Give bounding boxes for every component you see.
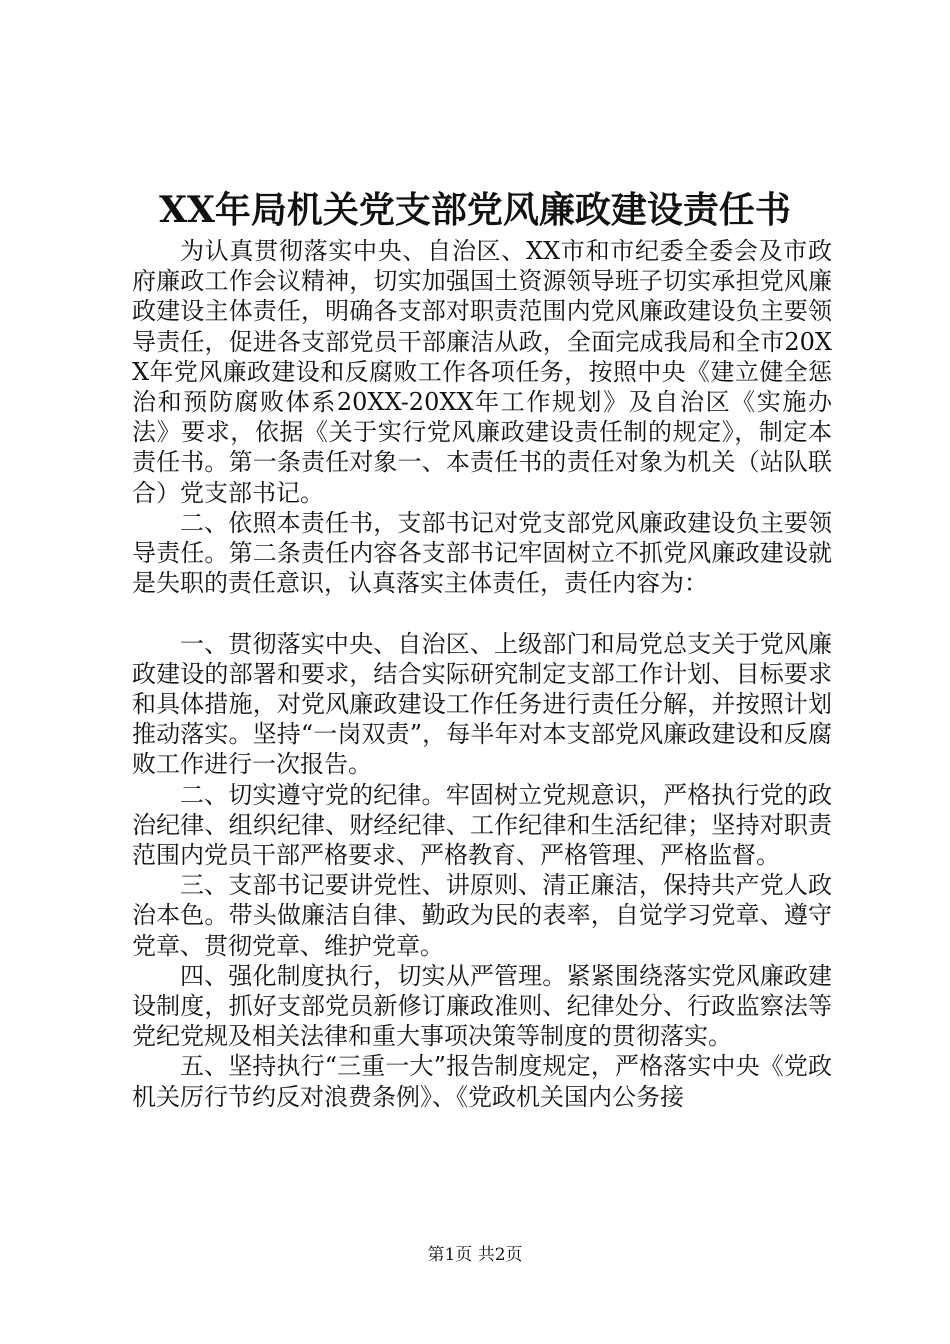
paragraph-6: 四、强化制度执行，切实从严管理。紧紧围绕落实党风廉政建设制度，抓好支部党员新修订廉政准则、纪律处分、行政监察法等党纪党规及相关法律和重大事项决策等制度的贯彻落实。 xyxy=(132,961,832,1051)
document-title: XX年局机关党支部党风廉政建设责任书 xyxy=(159,189,791,231)
paragraph-3: 一、贯彻落实中央、自治区、上级部门和局党总支关于党风廉政建设的部署和要求，结合实际研究制定支部工作计划、目标要求和具体措施，对党风廉政建设工作任务进行责任分解，并按照计划推动落实。坚持“一岗双责”，每半年对本支部党风廉政建设和反腐败工作进行一次报告。 xyxy=(132,629,832,779)
paragraph-4: 二、切实遵守党的纪律。牢固树立党规意识，严格执行党的政治纪律、组织纪律、财经纪律、工作纪律和生活纪律；坚持对职责范围内党员干部严格要求、严格教育、严格管理、严格监督。 xyxy=(132,780,832,870)
page-number-footer: 第1页 共2页 xyxy=(427,1245,523,1265)
paragraph-5: 三、支部书记要讲党性、讲原则、清正廉洁，保持共产党人政治本色。带头做廉洁自律、勤政为民的表率，自觉学习党章、遵守党章、贯彻党章、维护党章。 xyxy=(132,871,832,960)
blank-line xyxy=(132,598,832,628)
document-body xyxy=(132,236,832,1112)
paragraph-2: 二、依照本责任书，支部书记对党支部党风廉政建设负主要领导责任。第二条责任内容各支部书记牢固树立不抓党风廉政建设就是失职的责任意识，认真落实主体责任，责任内容为： xyxy=(132,508,832,598)
paragraph-7: 五、坚持执行“三重一大”报告制度规定，严格落实中央《党政机关厉行节约反对浪费条例》、《党政机关国内公务接 xyxy=(132,1052,832,1111)
paragraph-1: 为认真贯彻落实中央、自治区、XX市和市纪委全委会及市政府廉政工作会议精神，切实加强国土资源领导班子切实承担党风廉政建设主体责任，明确各支部对职责范围内党风廉政建设负主要领导责任，促进各支部党员干部廉洁从政，全面完成我局和全市20XX年党风廉政建设和反腐败工作各项任务，按照中央《建立健全惩治和预防腐败体系20XX-20XX年工作规划》及自治区《实施办法》要求，依据《关于实行党风廉政建设责任制的规定》，制定本责任书。第一条责任对象一、本责任书的责任对象为机关（站队联合）党支部书记。 xyxy=(132,237,832,507)
